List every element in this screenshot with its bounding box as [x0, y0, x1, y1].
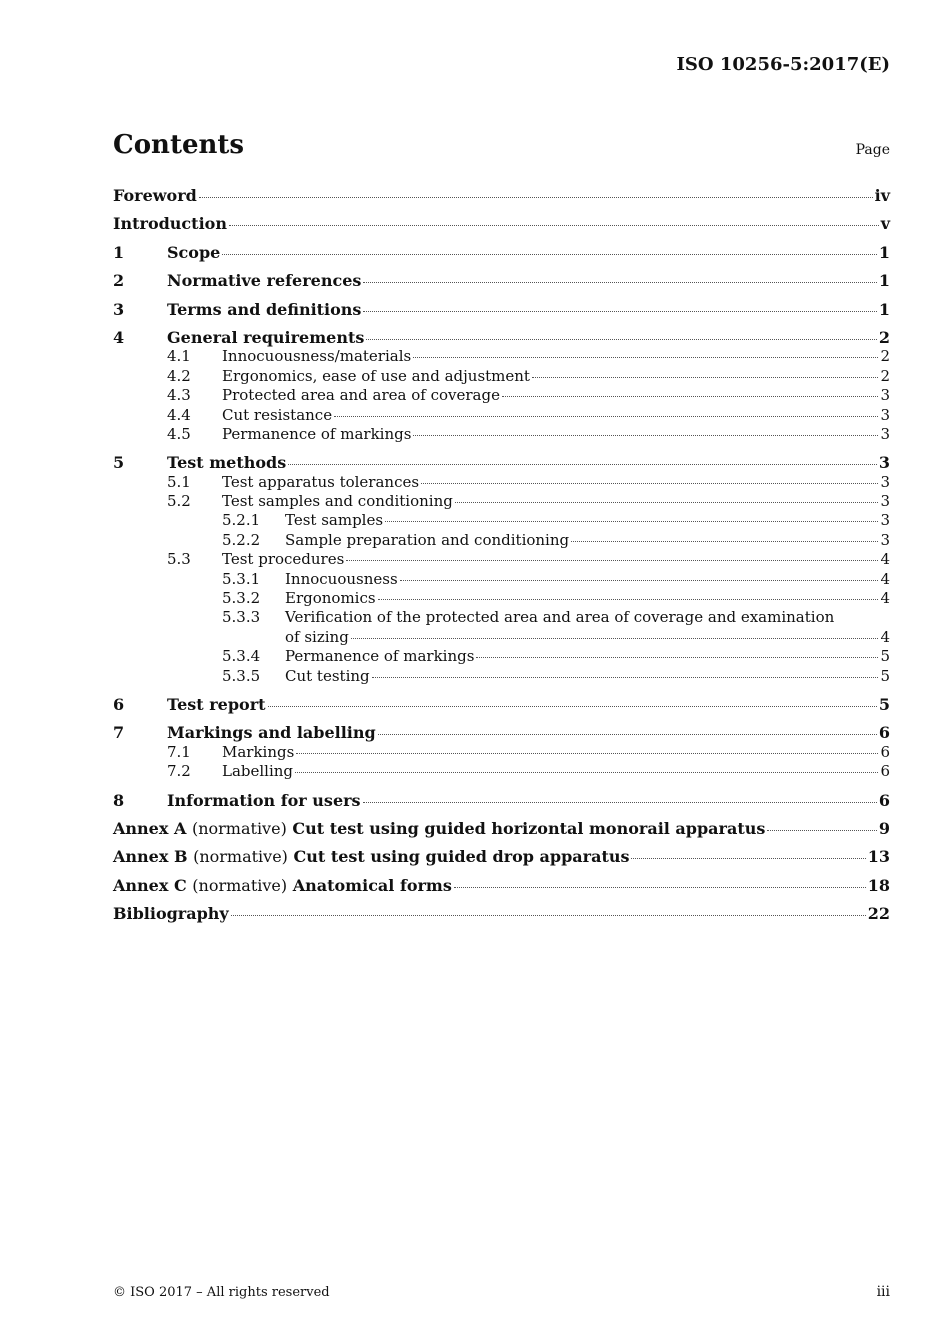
dot-leader	[502, 396, 878, 397]
toc-entry-number: 5	[113, 453, 125, 473]
toc-entry-page: 3	[880, 405, 890, 424]
toc-entry-5-3-4[interactable]	[113, 647, 890, 666]
toc-entry-5-1[interactable]	[113, 473, 890, 492]
dot-leader	[385, 521, 878, 522]
toc-entry-number: 5.2	[167, 492, 191, 511]
table-of-contents	[113, 186, 890, 924]
toc-entry-page: 3	[880, 424, 890, 443]
toc-entry-title: Permanence of markings	[222, 424, 412, 443]
toc-entry-5[interactable]	[113, 453, 890, 472]
toc-entry-number: 7.2	[167, 762, 191, 781]
dot-leader	[288, 464, 877, 465]
toc-entry-title: Innocuousness/materials	[222, 347, 412, 366]
toc-entry-number: 5.3.3	[222, 608, 261, 627]
copyright-notice: © ISO 2017 – All rights reserved	[113, 1285, 330, 1300]
toc-entry-title: Introduction	[113, 214, 227, 234]
toc-entry-number: 3	[113, 299, 125, 319]
toc-entry-title: Terms and definitions	[167, 299, 362, 319]
toc-entry-title: Information for users	[167, 790, 361, 810]
dot-leader	[199, 197, 873, 198]
page-number: iii	[876, 1284, 890, 1300]
toc-entry-annex-a[interactable]	[113, 819, 890, 838]
toc-entry-5-3-3[interactable]	[113, 608, 890, 627]
dot-leader	[378, 599, 879, 600]
toc-entry-title: Normative references	[167, 271, 362, 291]
toc-entry-number: 7.1	[167, 742, 191, 761]
toc-entry-title: Test samples	[285, 511, 384, 530]
toc-entry-page: 3	[880, 386, 890, 405]
toc-entry-number: 5.1	[167, 472, 191, 491]
toc-entry-5-2-2[interactable]	[113, 531, 890, 550]
toc-entry-5-2-1[interactable]	[113, 511, 890, 530]
toc-entry-1[interactable]	[113, 243, 890, 262]
toc-entry-number: 1	[113, 242, 125, 262]
toc-entry-title: Cut test using guided drop apparatus	[293, 847, 630, 867]
dot-leader	[296, 753, 878, 754]
toc-entry-title: Markings and labelling	[167, 723, 376, 743]
toc-entry-7-1[interactable]	[113, 743, 890, 762]
toc-entry-title: Cut test using guided horizontal monorail apparatus	[292, 818, 766, 838]
toc-entry-page: 1	[878, 299, 890, 319]
toc-entry-4[interactable]	[113, 328, 890, 347]
toc-entry-number: 4.2	[167, 366, 191, 385]
toc-entry-page: 3	[880, 511, 890, 530]
dot-leader	[476, 657, 878, 658]
dot-leader	[363, 802, 877, 803]
toc-entry-title: Cut testing	[285, 666, 370, 685]
toc-entry-4-5[interactable]	[113, 425, 890, 444]
toc-entry-number: 4	[113, 327, 125, 347]
toc-entry-4-3[interactable]	[113, 386, 890, 405]
toc-entry-page: 9	[878, 818, 890, 838]
toc-entry-page: 1	[878, 271, 890, 291]
page-column-label: Page	[855, 142, 890, 158]
toc-entry-title: Protected area and area of coverage	[222, 386, 500, 405]
toc-entry-title: Ergonomics	[285, 589, 376, 608]
toc-entry-title: Anatomical forms	[292, 875, 452, 895]
toc-entry-8[interactable]	[113, 791, 890, 810]
toc-entry-page: 4	[880, 550, 890, 569]
toc-entry-annex-b[interactable]	[113, 847, 890, 866]
toc-entry-title: Test procedures	[222, 550, 345, 569]
dot-leader	[532, 377, 878, 378]
toc-entry-page: 1	[878, 242, 890, 262]
toc-entry-number: 5.3.5	[222, 666, 261, 685]
toc-annex-label: Annex C	[113, 875, 187, 895]
dot-leader	[400, 580, 879, 581]
toc-entry-title: Ergonomics, ease of use and adjustment	[222, 366, 530, 385]
toc-entry-7-2[interactable]	[113, 762, 890, 781]
toc-entry-introduction[interactable]	[113, 214, 890, 233]
toc-entry-page: 4	[880, 589, 890, 608]
toc-entry-number: 5.3.1	[222, 569, 261, 588]
toc-annex-label: Annex A	[113, 818, 187, 838]
dot-leader	[231, 915, 866, 916]
toc-entry-foreword[interactable]	[113, 186, 890, 205]
dot-leader	[366, 339, 877, 340]
toc-entry-title: Bibliography	[113, 904, 229, 924]
toc-annex-kind: (normative)	[191, 818, 287, 838]
document-id: ISO 10256-5:2017(E)	[676, 54, 890, 75]
toc-entry-page: 3	[880, 530, 890, 549]
toc-entry-number: 5.3.4	[222, 647, 261, 666]
toc-entry-3[interactable]	[113, 300, 890, 319]
toc-entry-number: 5.2.2	[222, 530, 261, 549]
toc-entry-title: Cut resistance	[222, 405, 333, 424]
toc-entry-title: Labelling	[222, 762, 294, 781]
toc-entry-5-2[interactable]	[113, 492, 890, 511]
toc-entry-page: 3	[878, 453, 890, 473]
toc-entry-annex-c[interactable]	[113, 876, 890, 895]
toc-entry-title: of sizing	[285, 627, 349, 646]
toc-entry-5-3-3-continuation[interactable]	[113, 628, 890, 647]
toc-entry-title: Verification of the protected area and area of coverage and examination	[285, 608, 835, 627]
toc-entry-title: Test apparatus tolerances	[222, 472, 420, 491]
toc-entry-page: 18	[867, 875, 890, 895]
toc-entry-title: General requirements	[167, 327, 365, 347]
dot-leader	[455, 502, 879, 503]
toc-entry-2[interactable]	[113, 271, 890, 290]
dot-leader	[421, 483, 878, 484]
toc-entry-title: Scope	[167, 242, 221, 262]
dot-leader	[351, 638, 879, 639]
contents-title: Contents	[113, 130, 245, 160]
toc-entry-page: 6	[878, 790, 890, 810]
toc-entry-number: 4.3	[167, 386, 191, 405]
toc-entry-page: 4	[880, 627, 890, 646]
toc-entry-page: 13	[867, 847, 890, 867]
toc-entry-number: 4.1	[167, 347, 191, 366]
dot-leader	[334, 416, 878, 417]
toc-entry-title: Test samples and conditioning	[222, 492, 453, 511]
toc-entry-title: Test methods	[167, 453, 287, 473]
toc-entry-4-4[interactable]	[113, 406, 890, 425]
toc-entry-number: 4.5	[167, 424, 191, 443]
dot-leader	[222, 254, 877, 255]
toc-entry-number: 7	[113, 723, 125, 743]
dot-leader	[363, 311, 876, 312]
toc-entry-5-3[interactable]	[113, 550, 890, 569]
toc-annex-label: Annex B	[113, 847, 188, 867]
toc-entry-page: 2	[880, 347, 890, 366]
toc-entry-7[interactable]	[113, 723, 890, 742]
toc-entry-5-3-5[interactable]	[113, 667, 890, 686]
dot-leader	[454, 887, 866, 888]
toc-entry-number: 6	[113, 694, 125, 714]
toc-entry-page: 2	[880, 366, 890, 385]
toc-entry-title: Permanence of markings	[285, 647, 475, 666]
toc-entry-number: 8	[113, 790, 125, 810]
toc-entry-page: 5	[878, 694, 890, 714]
toc-entry-number: 5.3	[167, 550, 191, 569]
toc-entry-title: Foreword	[113, 186, 197, 205]
toc-entry-page: 4	[880, 569, 890, 588]
toc-entry-5-3-2[interactable]	[113, 589, 890, 608]
toc-entry-page: iv	[874, 186, 890, 205]
toc-entry-page: 5	[880, 647, 890, 666]
toc-entry-6[interactable]	[113, 695, 890, 714]
dot-leader	[363, 282, 876, 283]
dot-leader	[413, 435, 878, 436]
toc-entry-page: 6	[880, 742, 890, 761]
dot-leader	[571, 541, 878, 542]
toc-entry-bibliography[interactable]	[113, 904, 890, 923]
toc-entry-4-2[interactable]	[113, 367, 890, 386]
toc-entry-number: 5.3.2	[222, 589, 261, 608]
dot-leader	[295, 772, 878, 773]
toc-entry-page: 2	[878, 327, 890, 347]
toc-entry-number: 2	[113, 271, 125, 291]
toc-entry-number: 4.4	[167, 405, 191, 424]
toc-entry-page: 5	[880, 666, 890, 685]
toc-entry-page: 3	[880, 472, 890, 491]
toc-entry-5-3-1[interactable]	[113, 570, 890, 589]
toc-entry-title: Test report	[167, 694, 266, 714]
toc-annex-kind: (normative)	[192, 875, 288, 895]
toc-entry-page: 6	[880, 762, 890, 781]
toc-entry-title: Markings	[222, 742, 295, 761]
toc-annex-kind: (normative)	[193, 847, 288, 867]
toc-entry-page: 22	[867, 904, 890, 924]
dot-leader	[767, 830, 876, 831]
toc-entry-page: 3	[880, 492, 890, 511]
toc-entry-title: Sample preparation and conditioning	[285, 530, 570, 549]
toc-entry-page: v	[880, 214, 890, 234]
toc-entry-number: 5.2.1	[222, 511, 261, 530]
dot-leader	[346, 560, 878, 561]
dot-leader	[413, 357, 878, 358]
toc-entry-4-1[interactable]	[113, 347, 890, 366]
toc-entry-title: Innocuousness	[285, 569, 398, 588]
dot-leader	[229, 225, 879, 226]
dot-leader	[268, 706, 877, 707]
dot-leader	[378, 734, 877, 735]
toc-entry-page: 6	[878, 723, 890, 743]
dot-leader	[631, 858, 865, 859]
dot-leader	[372, 677, 879, 678]
